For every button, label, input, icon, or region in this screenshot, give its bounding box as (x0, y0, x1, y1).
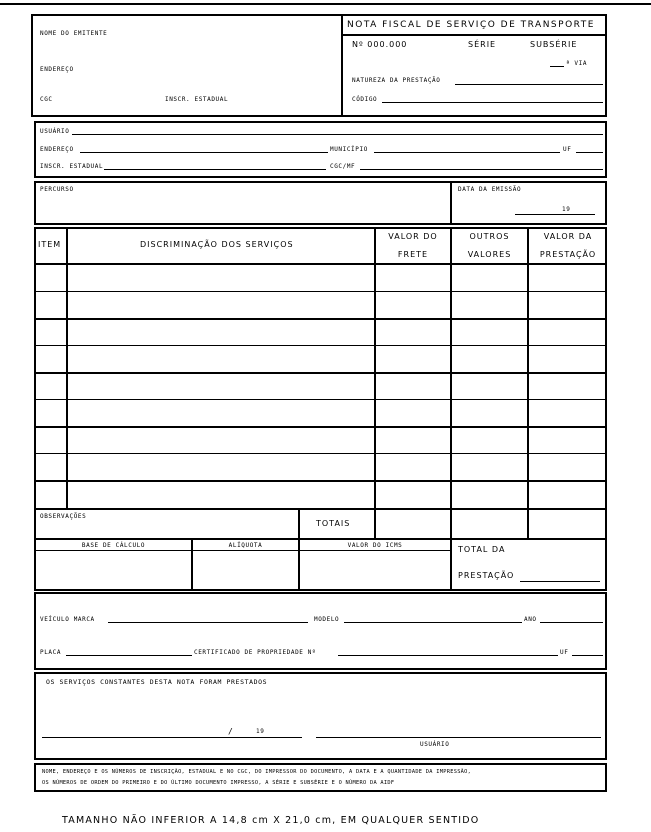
usuario-insc-line (104, 169, 326, 170)
observacoes-label: OBSERVAÇÕES (40, 513, 87, 520)
data-emissao-label: DATA DA EMISSÃO (458, 186, 522, 193)
modelo-label: MODELO (314, 616, 340, 623)
usuario-insc-label: INSCR. ESTADUAL (40, 163, 104, 170)
insc-estadual-emitente-label: INSCR. ESTADUAL (165, 96, 229, 103)
data-emissao-year: 19 (562, 206, 571, 213)
aliquota-label: ALÍQUOTA (228, 542, 263, 549)
valor-icms-label: VALOR DO ICMS (347, 542, 403, 549)
municipio-label: MUNICÍPIO (330, 146, 368, 153)
usuario-label: USUÁRIO (40, 128, 70, 135)
table-row (34, 318, 607, 320)
via-label: ª VIA (566, 60, 588, 67)
table-row (34, 291, 607, 292)
declaracao-year: 19 (256, 728, 265, 735)
table-row (34, 345, 607, 346)
services-table (34, 227, 607, 540)
usuario-endereco-line (80, 152, 328, 153)
municipio-line (374, 152, 560, 153)
natureza-line (455, 84, 603, 85)
valor-frete-header-1: VALOR DO (388, 232, 438, 241)
valor-prest-header-2: PRESTAÇÃO (539, 250, 597, 259)
via-line (550, 66, 564, 67)
table-row (34, 508, 607, 510)
codigo-line (382, 102, 603, 103)
usuario-line (72, 134, 603, 135)
modelo-line (344, 622, 522, 623)
subserie-label: SUBSÉRIE (530, 40, 578, 49)
usuario-cgc-label: CGC/MF (330, 163, 356, 170)
table-row (34, 453, 607, 454)
footer-note-box (34, 763, 607, 792)
table-row (34, 372, 607, 374)
col-outros-divider (527, 227, 529, 540)
placa-line (66, 655, 192, 656)
col-disc-divider (374, 227, 376, 540)
veiculo-uf-line (572, 655, 603, 656)
header-row-bottom (34, 263, 607, 265)
ano-label: ANO (524, 616, 537, 623)
usuario-cgc-line (360, 169, 603, 170)
numero-nota: Nº 000.000 (352, 40, 408, 49)
data-emissao-line (515, 214, 595, 215)
ano-line (540, 622, 603, 623)
item-header: ITEM (38, 240, 62, 249)
cgc-emitente-label: CGC (40, 96, 53, 103)
top-rule (0, 3, 651, 5)
veiculo-marca-label: VEÍCULO MARCA (40, 616, 95, 623)
totais-left-divider (298, 508, 300, 540)
valor-frete-header-2: FRETE (397, 250, 429, 259)
outros-header-2: VALORES (467, 250, 512, 259)
usuario-uf-label: UF (563, 146, 572, 153)
prestacao-total-line (520, 581, 600, 582)
icms-header-bottom (34, 550, 451, 551)
table-row (34, 426, 607, 428)
document-title: NOTA FISCAL DE SERVIÇO DE TRANSPORTE (347, 20, 595, 30)
size-caption: TAMANHO NÃO INFERIOR A 14,8 cm X 21,0 cm, EM QUALQUER SENTIDO (62, 815, 480, 826)
col-item-divider (66, 227, 68, 510)
certificado-line (338, 655, 558, 656)
percurso-divider (450, 181, 452, 225)
footer-note-line-2: OS NÚMEROS DE ORDEM DO PRIMEIRO E DO ÚLTIMO DOCUMENTO IMPRESSO, A SÉRIE E SUBSÉRIE E O NÚMERO DA AIDF (42, 780, 395, 786)
totais-label: TOTAIS (316, 519, 351, 528)
usuario-endereco-label: ENDEREÇO (40, 146, 74, 153)
title-underline (341, 34, 607, 36)
table-row (34, 399, 607, 400)
natureza-label: NATUREZA DA PRESTAÇÃO (352, 77, 441, 84)
endereco-emitente-label: ENDEREÇO (40, 66, 74, 73)
outros-header-1: OUTROS (469, 232, 510, 241)
declaracao-signature-line (316, 737, 601, 738)
declaracao-date-sep: / (228, 727, 234, 736)
percurso-label: PERCURSO (40, 186, 74, 193)
codigo-label: CÓDIGO (352, 96, 378, 103)
discriminacao-header: DISCRIMINAÇÃO DOS SERVIÇOS (140, 240, 294, 249)
declaracao-usuario-label: USUÁRIO (420, 741, 450, 748)
placa-label: PLACA (40, 649, 62, 656)
footer-note-line-1: NOME, ENDEREÇO E OS NÚMEROS DE INSCRIÇÃO, ESTADUAL E NO CGC, DO IMPRESSOR DO DOCUMENTO, A DATA E A QUANTIDADE DA IMPRESSÃO, (42, 769, 472, 775)
usuario-uf-line (576, 152, 603, 153)
veiculo-marca-line (108, 622, 308, 623)
declaracao-date-line (42, 737, 302, 738)
prestacao-total-label: PRESTAÇÃO (458, 571, 515, 580)
table-row (34, 480, 607, 482)
col-frete-divider (450, 227, 452, 591)
base-calculo-label: BASE DE CÁLCULO (81, 542, 146, 549)
valor-prest-header-1: VALOR DA (543, 232, 593, 241)
veiculo-box (34, 592, 607, 670)
veiculo-uf-label: UF (560, 649, 569, 656)
serie-label: SÉRIE (468, 40, 497, 49)
total-da-label: TOTAL DA (458, 545, 506, 554)
certificado-label: CERTIFICADO DE PROPRIEDADE Nº (194, 649, 317, 656)
declaracao-text: OS SERVIÇOS CONSTANTES DESTA NOTA FORAM PRESTADOS (46, 678, 268, 686)
nome-emitente-label: NOME DO EMITENTE (40, 30, 108, 37)
